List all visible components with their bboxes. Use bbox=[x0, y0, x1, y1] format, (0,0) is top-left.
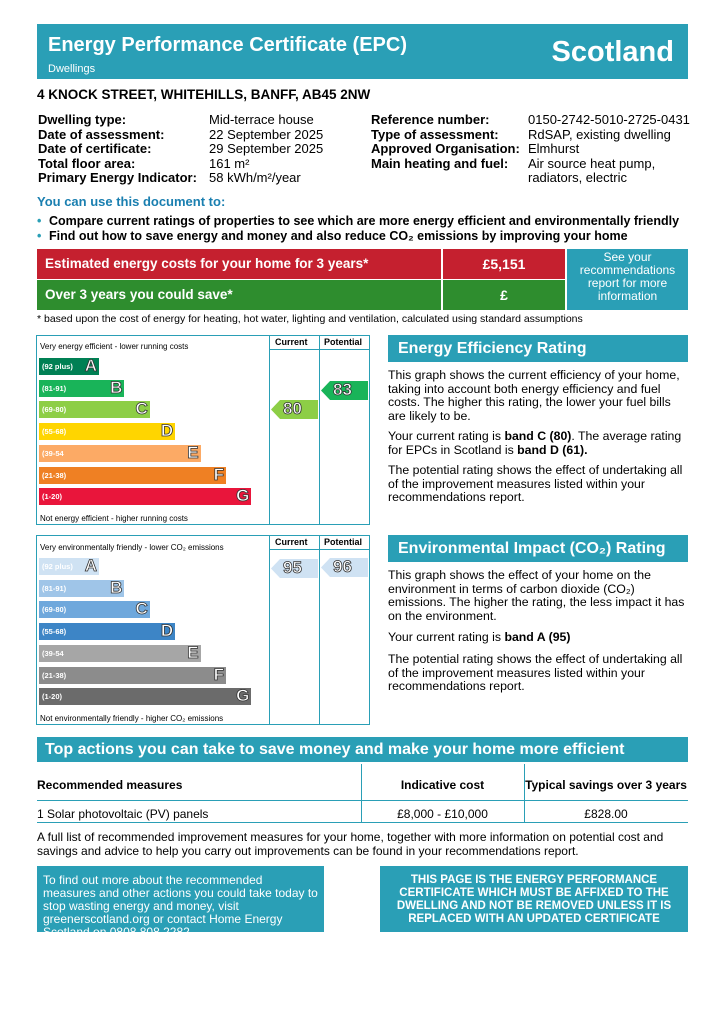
band-range-label: (1-20) bbox=[42, 692, 63, 702]
recommendations-note: A full list of recommended improvement measures for your home, together with more information on potential cost and savings and advice to help you carry out improvements can be found in your recommendations report. bbox=[37, 830, 664, 858]
detail-value: Elmhurst bbox=[528, 141, 580, 156]
measure-cost: £8,000 - £10,000 bbox=[397, 807, 488, 821]
detail-row bbox=[371, 141, 691, 156]
band-letter: D bbox=[160, 621, 174, 641]
detail-row bbox=[371, 156, 691, 171]
potential-rating-value: 96 bbox=[333, 557, 352, 577]
detail-value: 0150-2742-5010-2725-0431 bbox=[528, 112, 690, 127]
band-letter: C bbox=[135, 599, 148, 619]
detail-row bbox=[371, 112, 691, 127]
ee-paragraph-3: The potential rating shows the effect of undertaking all of the improvement measures listed within your recommendations report. bbox=[388, 463, 683, 504]
environmental-impact-title: Environmental Impact (CO₂) Rating bbox=[388, 535, 688, 562]
potential-column-header: Potential bbox=[324, 337, 363, 347]
detail-value: 58 kWh/m²/year bbox=[209, 170, 301, 185]
savings-value: £ bbox=[443, 280, 565, 310]
page-title: Energy Performance Certificate (EPC) bbox=[48, 34, 408, 56]
rating-band-e bbox=[39, 442, 201, 462]
ee-paragraph-2: Your current rating is band C (80). The average rating for EPCs in Scotland is band D (61). bbox=[388, 429, 682, 457]
band-range-label: (39-54 bbox=[42, 648, 64, 658]
energy-efficiency-chart bbox=[36, 335, 370, 525]
band-range-label: (92 plus) bbox=[42, 562, 73, 571]
chart-bottom-label: Not energy efficient - higher running costs bbox=[40, 514, 188, 523]
band-letter: B bbox=[110, 377, 123, 397]
chart-bottom-label: Not environmentally friendly - higher CO₂ emissions bbox=[40, 714, 224, 723]
ei-paragraph-3: The potential rating shows the effect of undertaking all of the improvement measures listed within your recommendations report. bbox=[388, 652, 683, 693]
details-left bbox=[38, 112, 368, 185]
detail-row bbox=[38, 141, 368, 156]
potential-rating-arrow bbox=[321, 381, 368, 405]
band-range-label: (39-54 bbox=[42, 448, 64, 458]
rating-band-a bbox=[39, 558, 99, 575]
find-out-more-box: To find out more about the recommended measures and other actions you could take today to stop wasting energy and money, visit greenerscotland.org or contact Home Energy Scotland on 0808 808 2282. bbox=[37, 866, 324, 932]
rating-band-b bbox=[39, 377, 124, 397]
detail-label: Approved Organisation: bbox=[371, 141, 520, 156]
potential-rating-arrow bbox=[321, 558, 368, 582]
country-label: Scotland bbox=[551, 36, 674, 68]
potential-rating-value: 83 bbox=[333, 379, 352, 399]
ei-paragraph-2: Your current rating is band A (95) bbox=[388, 630, 571, 644]
energy-efficiency-title: Energy Efficiency Rating bbox=[388, 335, 688, 362]
band-range-label: (55-68) bbox=[42, 427, 67, 437]
detail-label: Date of assessment: bbox=[38, 126, 165, 142]
property-address: 4 KNOCK STREET, WHITEHILLS, BANFF, AB45 2NW bbox=[37, 87, 371, 102]
page-subtitle: Dwellings bbox=[48, 63, 96, 75]
use-bullets bbox=[37, 214, 697, 244]
current-column-header: Current bbox=[275, 337, 308, 347]
cost-footnote: * based upon the cost of energy for heating, hot water, lighting and ventilation, calculated using standard assumptions bbox=[37, 313, 583, 325]
band-range-label: (92 plus) bbox=[42, 362, 73, 371]
detail-row bbox=[371, 127, 691, 142]
savings-label: Over 3 years you could save* bbox=[37, 280, 441, 310]
detail-label: Type of assessment: bbox=[371, 126, 499, 142]
ee-paragraph-1: This graph shows the current efficiency of your home, taking into account both energy efficiency and fuel costs. The higher this rating, the lower your fuel bills are likely to be. bbox=[388, 368, 680, 423]
detail-row bbox=[38, 156, 368, 171]
affix-notice-box: THIS PAGE IS THE ENERGY PERFORMANCE CERTIFICATE WHICH MUST BE AFFIXED TO THE DWELLING AND NOT BE REMOVED UNLESS IT IS REPLACED WITH AN UPDATED CERTIFICATE bbox=[380, 866, 688, 932]
band-range-label: (21-38) bbox=[42, 470, 67, 480]
band-range-label: (21-38) bbox=[42, 670, 67, 680]
detail-value: radiators, electric bbox=[528, 170, 627, 185]
bullet-item: • Find out how to save energy and money and also reduce CO₂ emissions by improving your home bbox=[37, 229, 697, 244]
potential-column-header: Potential bbox=[324, 537, 363, 547]
bullet-item: • Compare current ratings of properties to see which are more energy efficient and environmentally friendly bbox=[37, 214, 697, 229]
current-rating-arrow bbox=[271, 400, 318, 424]
ei-paragraph-1: This graph shows the effect of your home on the environment in terms of carbon dioxide (CO₂) emissions. The higher the rating, the less impact it has on the environment. bbox=[388, 568, 685, 623]
current-column-header: Current bbox=[275, 537, 308, 547]
band-letter: E bbox=[187, 442, 199, 462]
band-range-label: (81-91) bbox=[42, 583, 67, 593]
detail-value: 29 September 2025 bbox=[209, 141, 324, 156]
detail-label: Primary Energy Indicator: bbox=[38, 170, 197, 185]
measure-name: 1 Solar photovoltaic (PV) panels bbox=[37, 807, 209, 821]
band-range-label: (69-80) bbox=[42, 605, 67, 615]
band-letter: A bbox=[84, 556, 97, 575]
band-letter: C bbox=[135, 399, 148, 419]
see-recommendations-note: See your recommendations report for more information bbox=[567, 249, 688, 310]
rating-band-f bbox=[39, 664, 226, 684]
chart-top-label: Very energy efficient - lower running costs bbox=[40, 342, 189, 351]
detail-label: Reference number: bbox=[371, 112, 490, 127]
rating-band-c bbox=[39, 401, 150, 418]
detail-row bbox=[38, 127, 368, 142]
detail-value: Mid-terrace house bbox=[209, 112, 314, 127]
band-letter: D bbox=[160, 421, 174, 441]
detail-label: Dwelling type: bbox=[38, 112, 127, 127]
band-range-label: (55-68) bbox=[42, 627, 67, 637]
rating-band-g bbox=[39, 488, 251, 505]
band-letter: B bbox=[110, 577, 123, 597]
current-rating-value: 95 bbox=[283, 557, 302, 577]
col-header-savings: Typical savings over 3 years bbox=[525, 778, 687, 792]
current-rating-arrow bbox=[271, 559, 318, 583]
rating-band-b bbox=[39, 577, 124, 597]
energy-cost-value: £5,151 bbox=[443, 249, 565, 279]
rating-band-d bbox=[39, 623, 175, 640]
detail-value: 161 m² bbox=[209, 155, 250, 171]
band-letter: G bbox=[236, 686, 250, 706]
chart-top-label: Very environmentally friendly - lower CO₂ emissions bbox=[40, 543, 224, 552]
energy-cost-label: Estimated energy costs for your home for 3 years* bbox=[37, 249, 441, 279]
rating-band-g bbox=[39, 688, 251, 705]
detail-label: Total floor area: bbox=[38, 155, 136, 171]
detail-value: Air source heat pump, bbox=[528, 155, 656, 171]
detail-value: RdSAP, existing dwelling bbox=[528, 126, 671, 142]
detail-value: 22 September 2025 bbox=[209, 126, 324, 142]
band-letter: A bbox=[84, 356, 97, 375]
detail-row bbox=[38, 170, 368, 185]
detail-label: Main heating and fuel: bbox=[371, 155, 509, 171]
band-range-label: (1-20) bbox=[42, 492, 63, 502]
measure-saving: £828.00 bbox=[584, 807, 628, 821]
environmental-impact-chart bbox=[36, 535, 370, 725]
band-letter: G bbox=[236, 486, 250, 506]
band-letter: E bbox=[187, 642, 199, 662]
col-header-cost: Indicative cost bbox=[400, 778, 485, 792]
rating-band-c bbox=[39, 601, 150, 618]
details-right bbox=[371, 112, 691, 185]
band-letter: F bbox=[213, 464, 224, 484]
rating-band-d bbox=[39, 423, 175, 440]
band-letter: F bbox=[213, 664, 224, 684]
rating-band-a bbox=[39, 358, 99, 375]
header-banner bbox=[37, 24, 688, 79]
rating-band-f bbox=[39, 464, 226, 484]
current-rating-value: 80 bbox=[283, 399, 302, 419]
col-header-measures: Recommended measures bbox=[37, 778, 183, 792]
rating-band-e bbox=[39, 642, 201, 662]
detail-row bbox=[371, 170, 691, 185]
detail-row bbox=[38, 112, 368, 127]
top-actions-title: Top actions you can take to save money and make your home more efficient bbox=[37, 737, 688, 762]
use-heading: You can use this document to: bbox=[37, 194, 226, 209]
band-range-label: (69-80) bbox=[42, 405, 67, 415]
detail-label: Date of certificate: bbox=[38, 141, 152, 156]
band-range-label: (81-91) bbox=[42, 383, 67, 393]
